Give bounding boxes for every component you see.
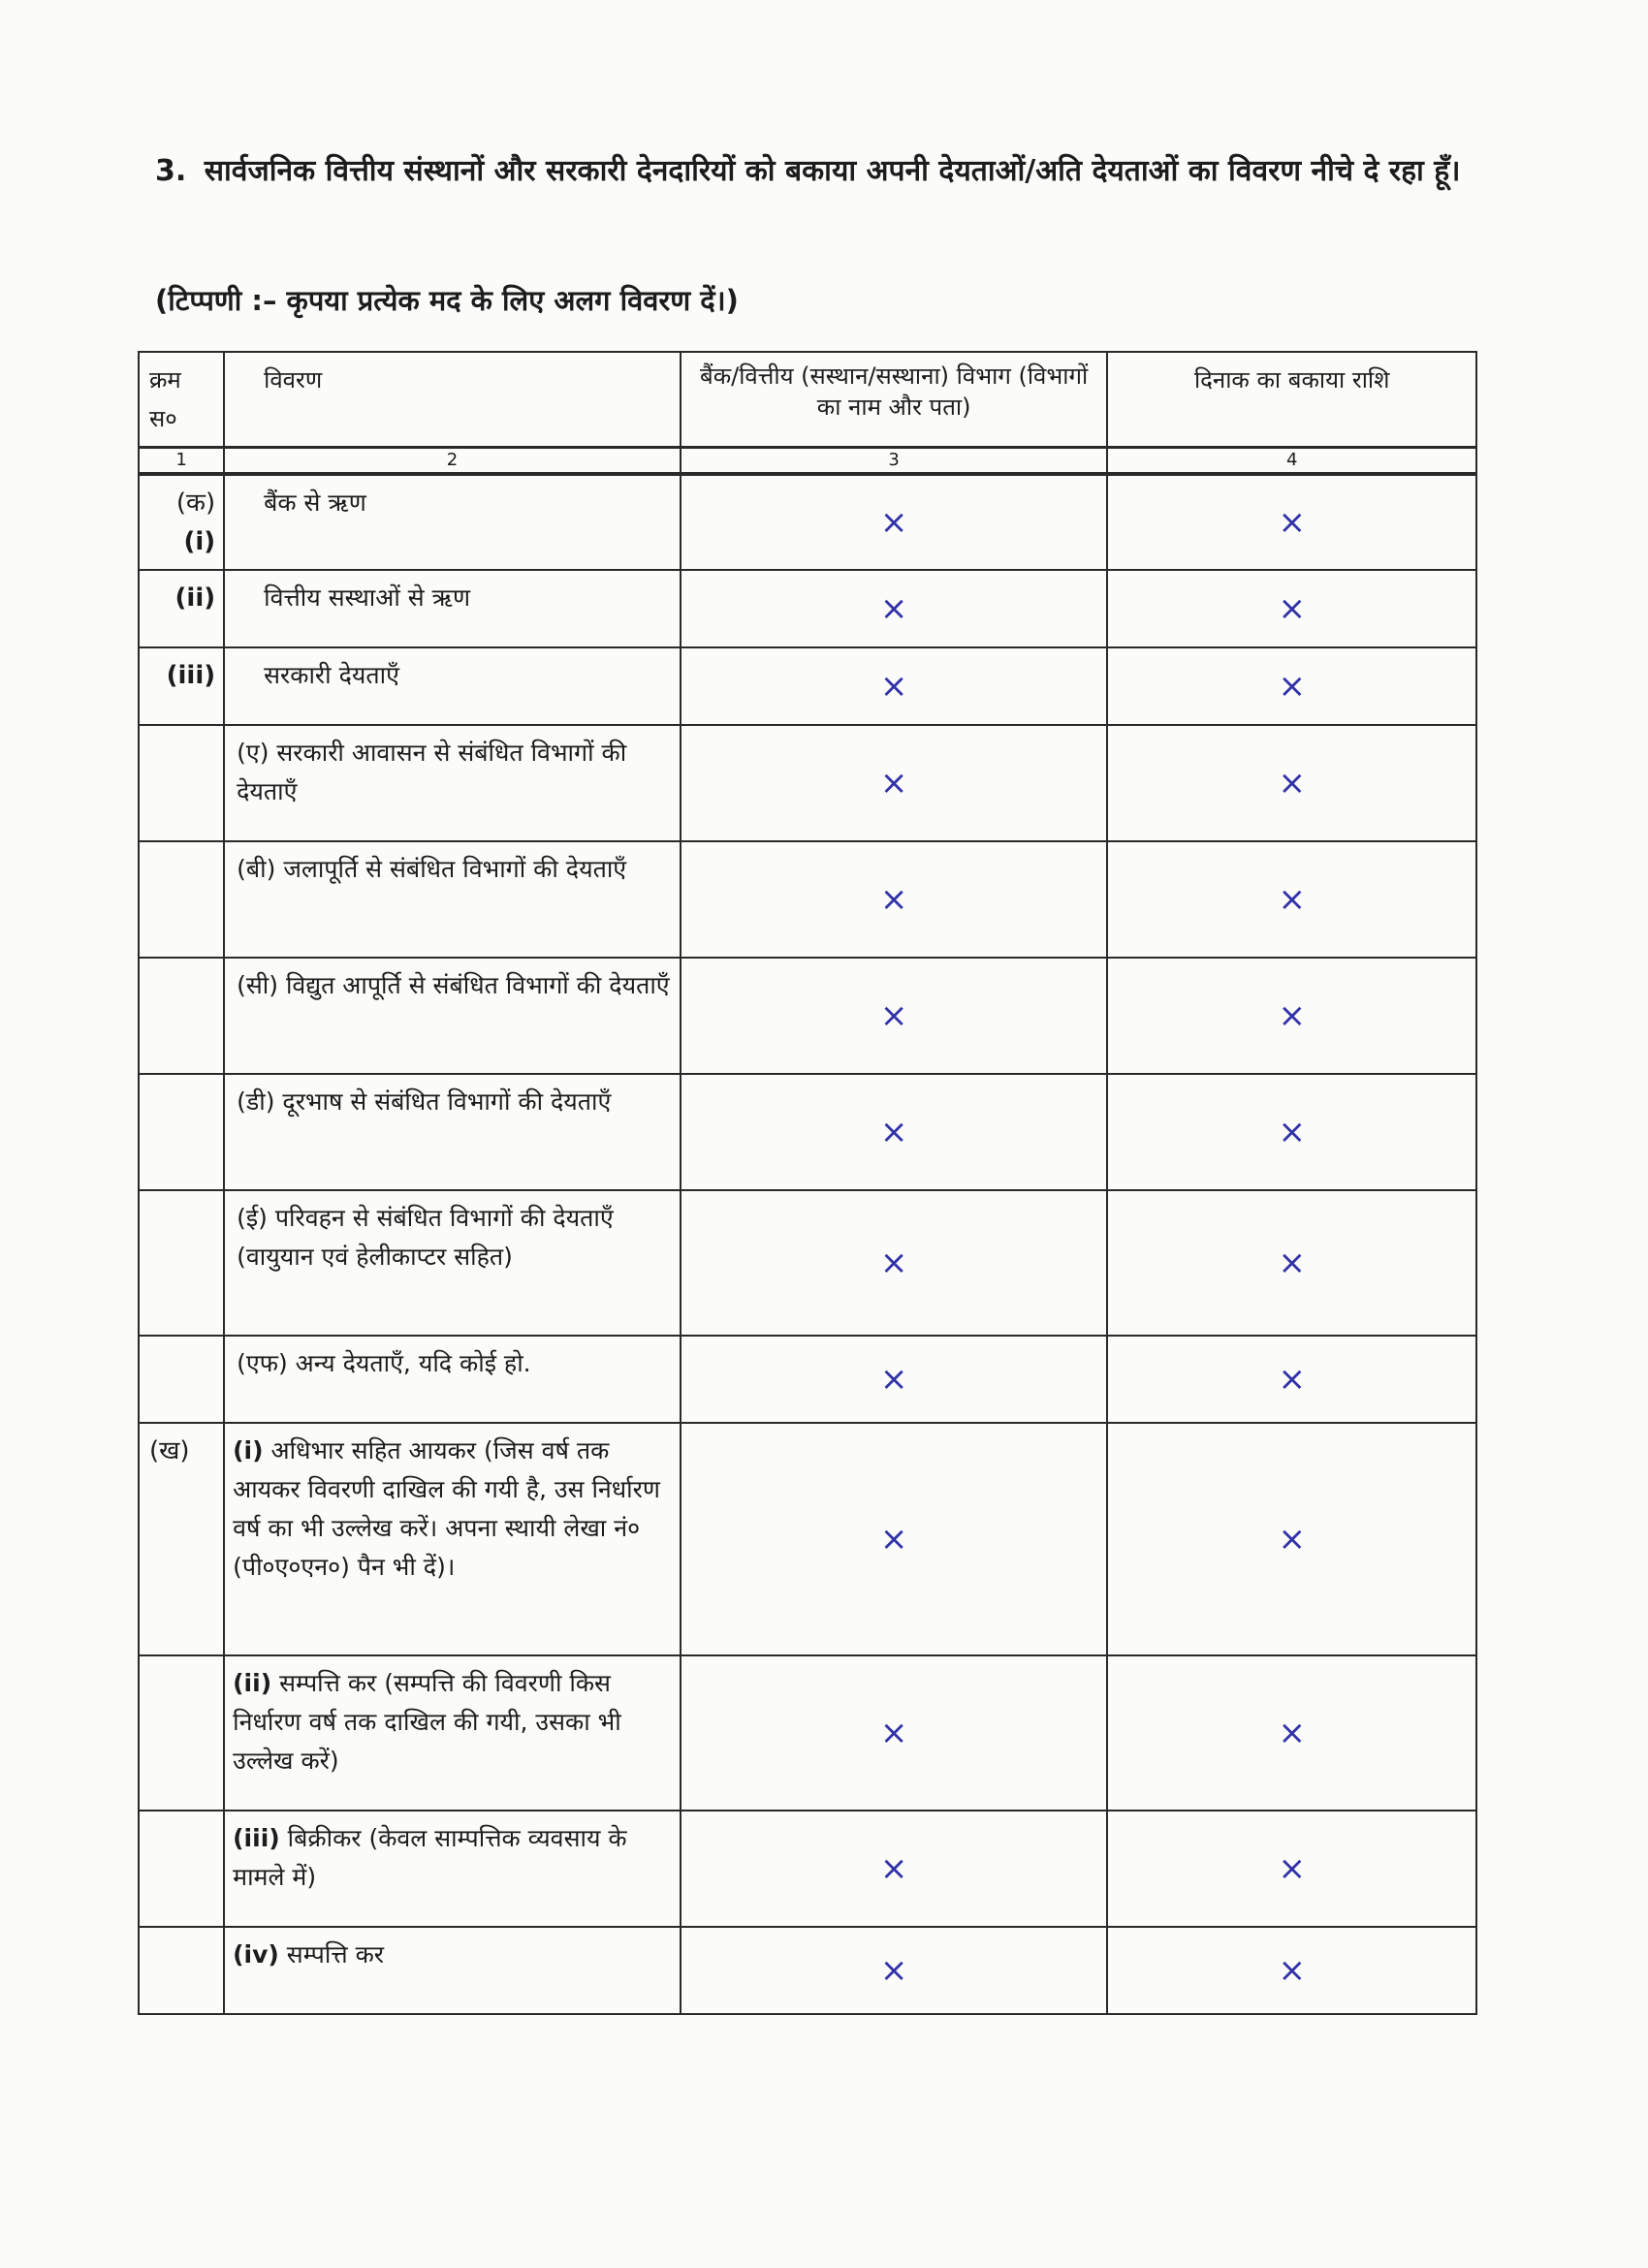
row-serial — [139, 1190, 224, 1336]
serial-group: (क) — [175, 488, 216, 518]
cross-mark: × — [1107, 474, 1476, 570]
table-row — [139, 1074, 1476, 1190]
serial-number: (iii) — [166, 661, 216, 690]
row-serial — [139, 725, 224, 841]
row-description: बैंक से ऋण — [224, 474, 681, 570]
column-number-1: 1 — [139, 448, 224, 475]
cross-mark: × — [681, 647, 1108, 725]
header-outstanding-amount: दिनाक का बकाया राशि — [1107, 352, 1476, 448]
header-description: विवरण — [224, 352, 681, 448]
table-row — [139, 1811, 1476, 1927]
row-description: (डी) दूरभाष से संबंधित विभागों की देयताएँ — [224, 1074, 681, 1190]
row-serial — [139, 570, 224, 647]
table-row — [139, 1927, 1476, 2014]
header-institution: बैंक/वित्तीय (सस्थान/सस्थाना) विभाग (विभागों का नाम और पता) — [681, 352, 1108, 448]
cross-mark: × — [681, 1423, 1108, 1655]
row-serial — [139, 1074, 224, 1190]
cross-mark: × — [1107, 647, 1476, 725]
cross-mark: × — [1107, 1074, 1476, 1190]
row-description: सरकारी देयताएँ — [224, 647, 681, 725]
table-row — [139, 474, 1476, 570]
cross-mark: × — [681, 1655, 1108, 1811]
section-heading-text: सार्वजनिक वित्तीय संस्थानों और सरकारी देनदारियों को बकाया अपनी देयताओं/अति देयताओं का विवरण नीचे दे रहा हूँ। — [204, 154, 1461, 188]
row-description-text: बिक्रीकर (केवल साम्पत्तिक व्यवसाय के मामले में) — [233, 1824, 627, 1891]
cross-mark: × — [1107, 1336, 1476, 1423]
row-serial — [139, 474, 224, 570]
cross-mark: × — [1107, 725, 1476, 841]
column-number-row — [139, 448, 1476, 475]
row-serial: (ख) — [139, 1423, 224, 1655]
cross-mark: × — [681, 1190, 1108, 1336]
cross-mark: × — [681, 1927, 1108, 2014]
cross-mark: × — [1107, 570, 1476, 647]
row-description-text: सम्पत्ति कर — [286, 1940, 384, 1969]
row-description: (ए) सरकारी आवासन से संबंधित विभागों की देयताएँ — [224, 725, 681, 841]
row-roman-number: (ii) — [233, 1669, 272, 1697]
serial-number: (ii) — [174, 583, 216, 613]
instruction-note: (टिप्पणी :– कृपया प्रत्येक मद के लिए अलग विवरण दें।) — [155, 284, 739, 317]
cross-mark: × — [1107, 841, 1476, 958]
row-description-text: अधिभार सहित आयकर (जिस वर्ष तक आयकर विवरणी दाखिल की गयी है, उस निर्धारण वर्ष का भी उल्लेख करें। अपना स्थायी लेखा नं० (पी०ए०एन०) पैन भी दें)। — [233, 1436, 660, 1581]
row-serial — [139, 647, 224, 725]
cross-mark: × — [1107, 1655, 1476, 1811]
table-row — [139, 841, 1476, 958]
row-serial — [139, 841, 224, 958]
cross-mark: × — [1107, 1190, 1476, 1336]
table-header-row — [139, 352, 1476, 448]
row-description: (ई) परिवहन से संबंधित विभागों की देयताएँ (वायुयान एवं हेलीकाप्टर सहित) — [224, 1190, 681, 1336]
table-row — [139, 570, 1476, 647]
row-serial — [139, 1927, 224, 2014]
row-serial — [139, 1655, 224, 1811]
row-roman-number: (iii) — [233, 1824, 280, 1852]
table-row — [139, 647, 1476, 725]
row-description — [224, 1927, 681, 2014]
cross-mark: × — [1107, 1927, 1476, 2014]
cross-mark: × — [681, 474, 1108, 570]
row-description — [224, 1655, 681, 1811]
cross-mark: × — [1107, 1423, 1476, 1655]
row-serial — [139, 1336, 224, 1423]
row-serial — [139, 1811, 224, 1927]
row-description — [224, 1423, 681, 1655]
cross-mark: × — [1107, 958, 1476, 1074]
cross-mark: × — [681, 725, 1108, 841]
liabilities-table — [138, 351, 1477, 2015]
header-serial: क्रम स० — [139, 352, 224, 448]
serial-number: (i) — [183, 527, 216, 556]
section-number: 3. — [155, 154, 187, 188]
section-heading — [155, 143, 1512, 200]
cross-mark: × — [1107, 1811, 1476, 1927]
cross-mark: × — [681, 958, 1108, 1074]
cross-mark: × — [681, 841, 1108, 958]
cross-mark: × — [681, 1336, 1108, 1423]
table-row — [139, 1655, 1476, 1811]
row-roman-number: (iv) — [233, 1940, 279, 1969]
row-description: वित्तीय सस्थाओं से ऋण — [224, 570, 681, 647]
row-description: (एफ) अन्य देयताएँ, यदि कोई हो. — [224, 1336, 681, 1423]
cross-mark: × — [681, 1074, 1108, 1190]
column-number-3: 3 — [681, 448, 1108, 475]
table-row — [139, 1423, 1476, 1655]
table-row — [139, 725, 1476, 841]
cross-mark: × — [681, 1811, 1108, 1927]
row-description: (बी) जलापूर्ति से संबंधित विभागों की देयताएँ — [224, 841, 681, 958]
table-row — [139, 958, 1476, 1074]
cross-mark: × — [681, 570, 1108, 647]
column-number-4: 4 — [1107, 448, 1476, 475]
table-row — [139, 1190, 1476, 1336]
row-roman-number: (i) — [233, 1436, 264, 1465]
row-serial — [139, 958, 224, 1074]
row-description — [224, 1811, 681, 1927]
row-description-text: सम्पत्ति कर (सम्पत्ति की विवरणी किस निर्धारण वर्ष तक दाखिल की गयी, उसका भी उल्लेख करें) — [233, 1669, 621, 1775]
column-number-2: 2 — [224, 448, 681, 475]
row-description: (सी) विद्युत आपूर्ति से संबंधित विभागों की देयताएँ — [224, 958, 681, 1074]
table-row — [139, 1336, 1476, 1423]
